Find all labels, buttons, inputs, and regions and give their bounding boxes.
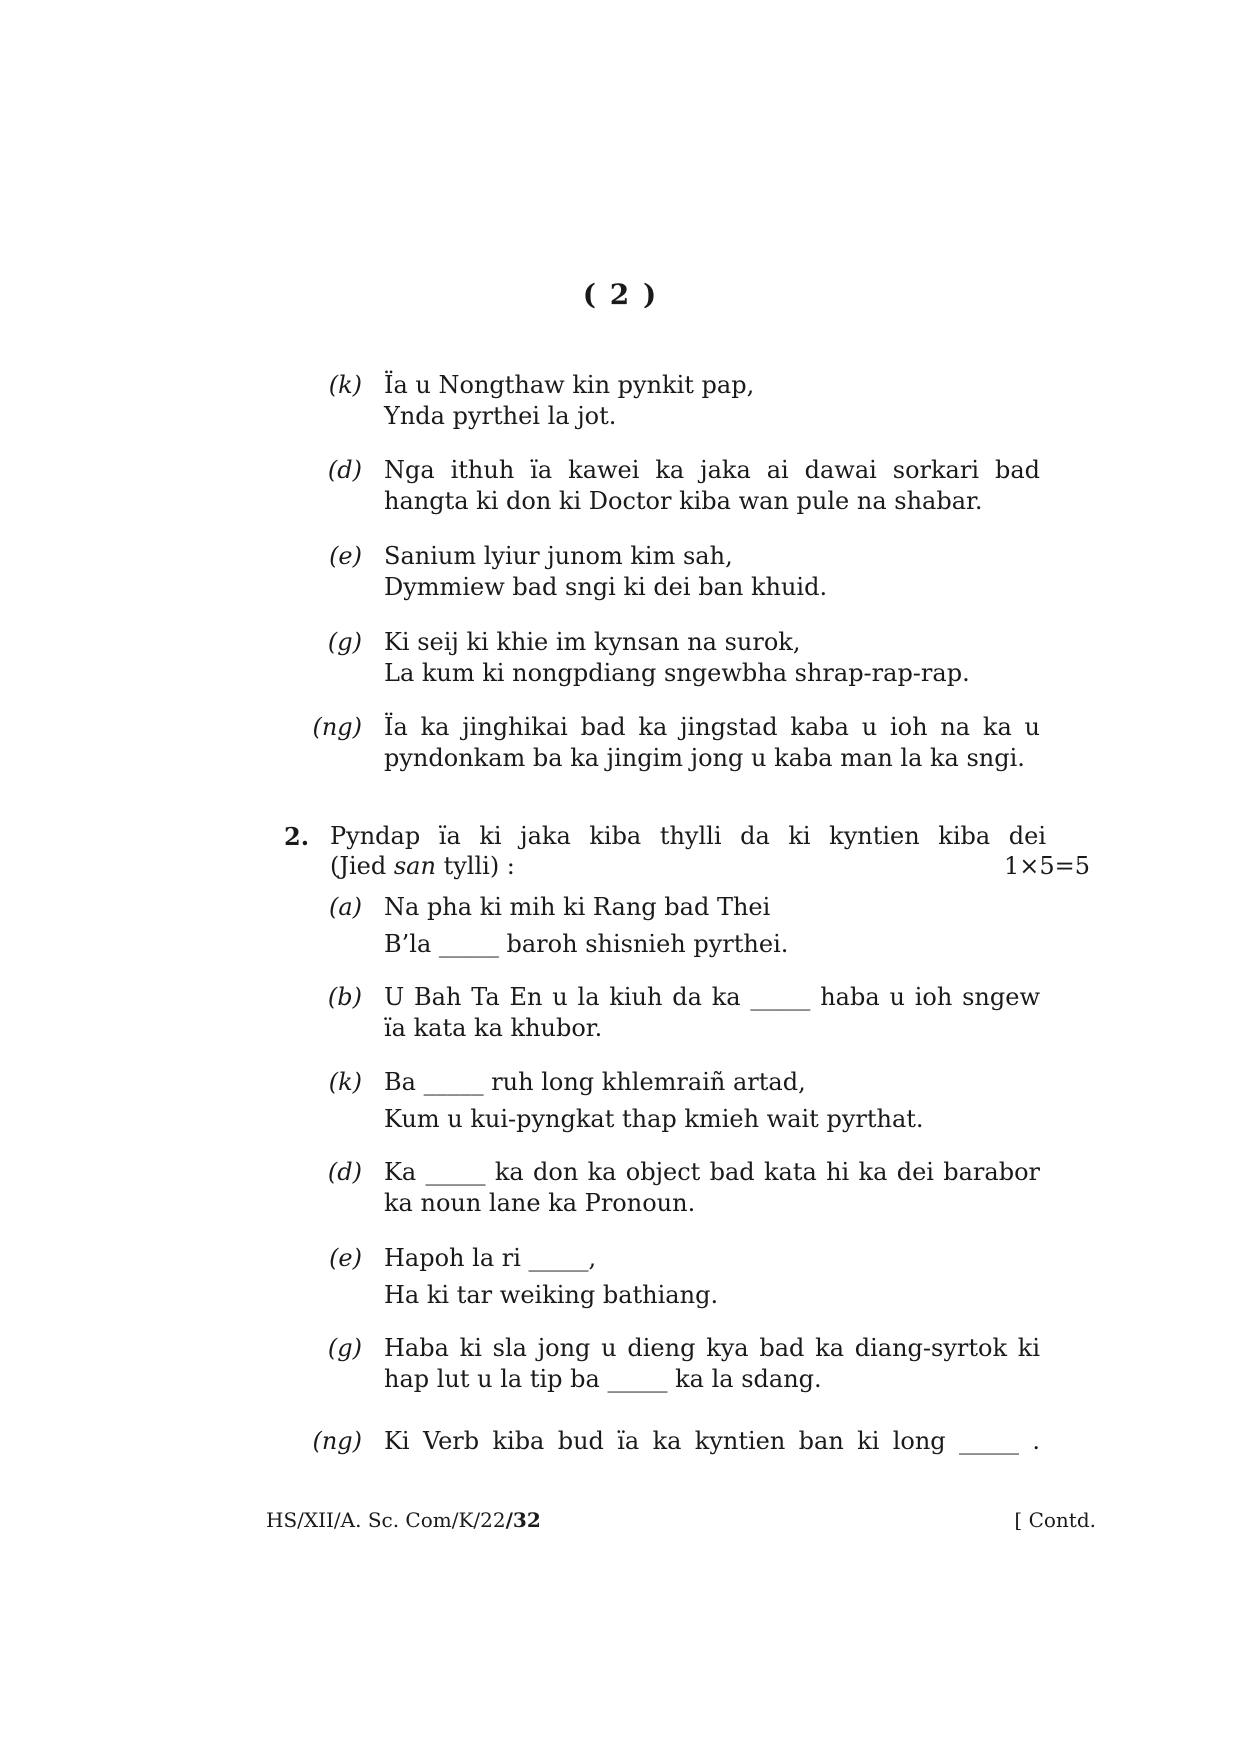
item-label: (g) — [327, 1334, 362, 1362]
item-line: Haba ki sla jong u dieng kya bad ka diang-syrtok ki — [384, 1334, 1040, 1362]
item-label: (a) — [328, 893, 362, 921]
instruction-italic: san — [393, 852, 436, 880]
item-label: (e) — [329, 542, 362, 570]
question-text: Pyndap ïa ki jaka kiba thylli da ki kyntien kiba dei — [330, 822, 1046, 850]
item-line: Ka _____ ka don ka object bad kata hi ka dei barabor — [384, 1158, 1040, 1186]
item-line: U Bah Ta En u la kiuh da ka _____ haba u ioh sngew — [384, 983, 1040, 1011]
item-line: Ynda pyrthei la jot. — [384, 402, 617, 430]
item-label: (ng) — [312, 1427, 362, 1455]
item-line: Ba _____ ruh long khlemraiñ artad, — [384, 1068, 806, 1096]
instruction-end: tylli) : — [435, 852, 515, 880]
instruction-start: (Jied — [330, 852, 394, 880]
question-instruction — [330, 852, 515, 880]
item-line: Ïa ka jinghikai bad ka jingstad kaba u ioh na ka u — [384, 713, 1040, 741]
item-line: ka noun lane ka Pronoun. — [384, 1189, 696, 1217]
item-line: Dymmiew bad sngi ki dei ban khuid. — [384, 573, 828, 601]
item-line: Sanium lyiur junom kim sah, — [384, 542, 733, 570]
item-line: La kum ki nongpdiang sngewbha shrap-rap-rap. — [384, 659, 970, 687]
item-line: Na pha ki mih ki Rang bad Thei — [384, 893, 771, 921]
paper-code-number: /32 — [505, 1508, 541, 1532]
item-line: Ïa u Nongthaw kin pynkit pap, — [384, 371, 755, 399]
item-line: Hapoh la ri _____, — [384, 1244, 597, 1272]
continued-marker: [ Contd. — [1014, 1508, 1096, 1532]
paper-code-prefix: HS/XII/A. Sc. Com/K/22 — [266, 1508, 506, 1532]
item-label: (k) — [328, 1068, 362, 1096]
item-line: Ki Verb kiba bud ïa ka kyntien ban ki long _____ . — [384, 1427, 1040, 1455]
item-label: (ng) — [312, 713, 362, 741]
item-line: Ha ki tar weiking bathiang. — [384, 1281, 719, 1309]
item-line: Ki seij ki khie im kynsan na surok, — [384, 628, 801, 656]
item-label: (k) — [328, 371, 362, 399]
item-line: B’la _____ baroh shisnieh pyrthei. — [384, 930, 789, 958]
item-line: hangta ki don ki Doctor kiba wan pule na shabar. — [384, 487, 983, 515]
marks: 1×5=5 — [1003, 852, 1090, 880]
item-label: (g) — [327, 628, 362, 656]
item-line: hap lut u la tip ba _____ ka la sdang. — [384, 1365, 822, 1393]
item-label: (e) — [329, 1244, 362, 1272]
question-number: 2. — [284, 822, 310, 851]
item-line: pyndonkam ba ka jingim jong u kaba man la ka sngi. — [384, 744, 1025, 772]
item-label: (d) — [327, 456, 362, 484]
item-label: (b) — [327, 983, 362, 1011]
item-label: (d) — [327, 1158, 362, 1186]
page-number: ( 2 ) — [582, 278, 659, 311]
item-line: ïa kata ka khubor. — [384, 1014, 603, 1042]
paper-code — [266, 1508, 541, 1532]
item-line: Kum u kui-pyngkat thap kmieh wait pyrthat. — [384, 1105, 924, 1133]
item-line: Nga ithuh ïa kawei ka jaka ai dawai sorkari bad — [384, 456, 1040, 484]
